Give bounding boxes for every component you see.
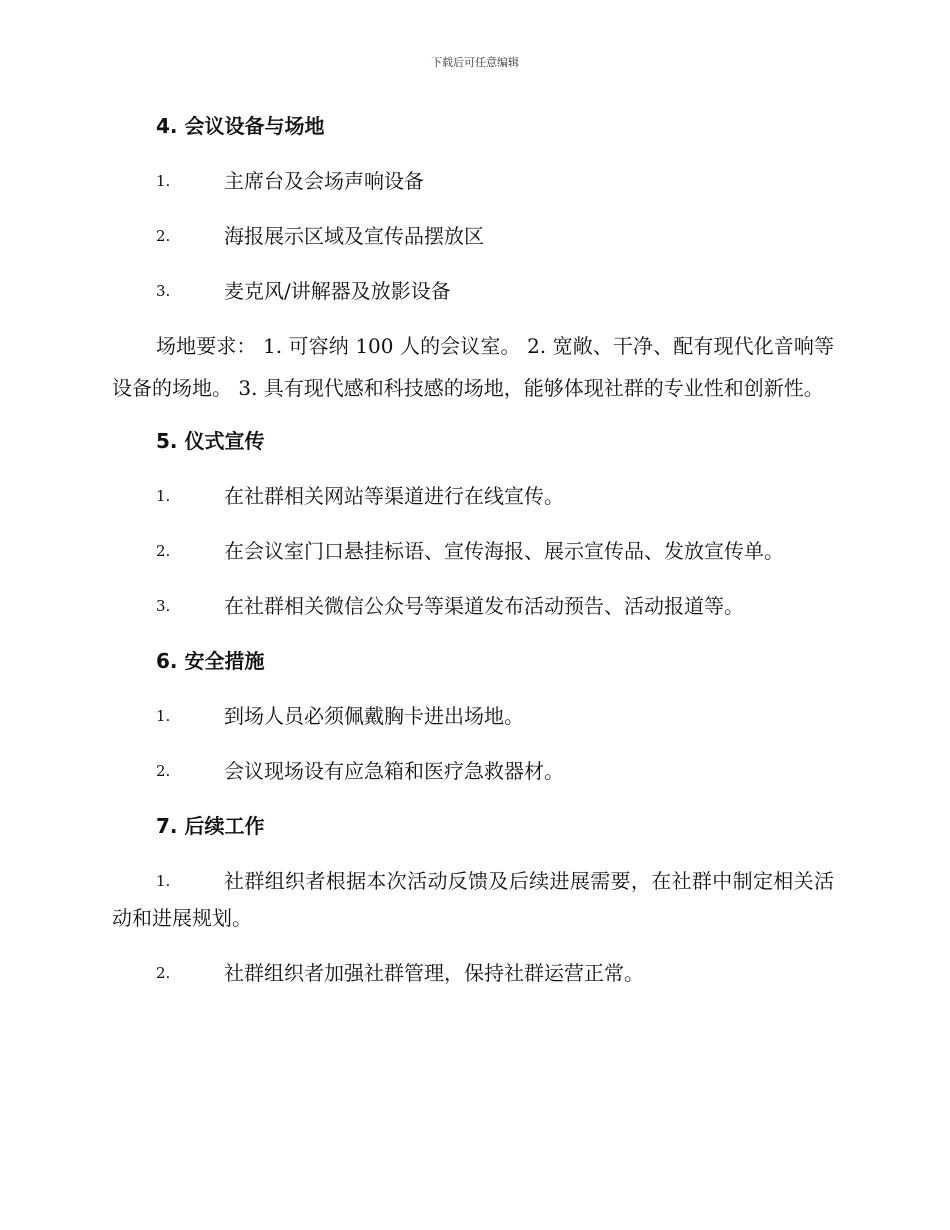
list-item xyxy=(112,698,834,753)
list-text: 在社群相关网站等渠道进行在线宣传。 xyxy=(224,484,564,508)
list-text: 在社群相关微信公众号等渠道发布活动预告、活动报道等。 xyxy=(224,594,744,618)
list-number: 1. xyxy=(156,487,171,505)
list-number: 2. xyxy=(156,542,171,560)
list-text: 麦克风/讲解器及放影设备 xyxy=(224,279,451,303)
section-heading: 6. 安全措施 xyxy=(156,649,265,673)
list-item xyxy=(112,273,834,328)
list-text: 主席台及会场声响设备 xyxy=(224,169,424,193)
list-number: 2. xyxy=(156,964,171,982)
list-item xyxy=(112,588,834,643)
list-number: 1. xyxy=(156,872,171,890)
list-item xyxy=(112,955,834,1010)
list-number: 2. xyxy=(156,762,171,780)
page-header: 下载后可任意编辑 xyxy=(431,56,519,69)
venue-requirements-paragraph: 场地要求： 1. 可容纳 100 人的会议室。 2. 宽敞、干净、配有现代化音响等设备的场地。 3. 具有现代感和科技感的场地，能够体现社群的专业性和创新性。 xyxy=(112,334,834,400)
list-item xyxy=(112,163,834,218)
list-number: 1. xyxy=(156,707,171,725)
list-text: 到场人员必须佩戴胸卡进出场地。 xyxy=(224,704,524,728)
section-heading: 5. 仪式宣传 xyxy=(156,429,265,453)
list-item xyxy=(112,218,834,273)
list-number: 1. xyxy=(156,172,171,190)
list-item xyxy=(112,753,834,808)
list-number: 2. xyxy=(156,227,171,245)
document-body xyxy=(112,108,834,1010)
list-text: 海报展示区域及宣传品摆放区 xyxy=(224,224,484,248)
list-item xyxy=(112,863,834,955)
section-heading: 7. 后续工作 xyxy=(156,814,265,838)
list-item xyxy=(112,478,834,533)
list-item xyxy=(112,533,834,588)
list-number: 3. xyxy=(156,597,171,615)
list-text: 社群组织者加强社群管理，保持社群运营正常。 xyxy=(224,961,644,985)
list-text: 社群组织者根据本次活动反馈及后续进展需要，在社群中制定相关活动和进展规划。 xyxy=(112,869,834,930)
list-text: 在会议室门口悬挂标语、宣传海报、展示宣传品、发放宣传单。 xyxy=(224,539,784,563)
list-text: 会议现场设有应急箱和医疗急救器材。 xyxy=(224,759,564,783)
section-heading: 4. 会议设备与场地 xyxy=(156,114,325,138)
list-number: 3. xyxy=(156,282,171,300)
